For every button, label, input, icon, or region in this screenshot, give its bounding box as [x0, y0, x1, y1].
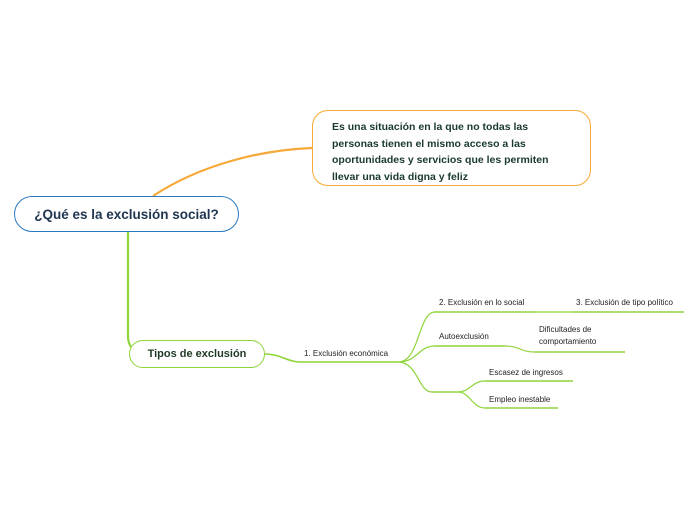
definition-topic[interactable]: [312, 110, 591, 186]
link-economic-self: [398, 346, 435, 362]
subtopic-employment[interactable]: Empleo inestable: [489, 395, 551, 404]
subtopic-behavior[interactable]: Dificultades de comportamiento: [539, 325, 597, 346]
link-hub-income: [458, 381, 485, 392]
subtopic-income[interactable]: Escasez de ingresos: [489, 368, 563, 377]
subtopic-social[interactable]: 2. Exclusión en lo social: [439, 298, 525, 307]
types-topic[interactable]: [129, 340, 265, 368]
link-root-definition: [153, 148, 312, 196]
link-hub-employment: [458, 392, 485, 408]
root-topic[interactable]: [14, 196, 239, 232]
types-topic-label: Tipos de exclusión: [147, 348, 247, 360]
root-topic-label: ¿Qué es la exclusión social?: [34, 206, 219, 222]
link-self-behavior: [505, 346, 535, 352]
link-tipos-economic: [265, 354, 300, 362]
subtopic-economic[interactable]: 1. Exclusión económica: [304, 349, 389, 358]
subtopic-political[interactable]: 3. Exclusión de tipo político: [576, 298, 673, 307]
definition-text: Es una situación en la que no todas las personas tienen el mismo acceso a las oportunidades y servicios que les permiten llevar una vida digna y feliz: [332, 121, 549, 183]
link-economic-hub: [398, 362, 432, 392]
subtopic-self-exclusion[interactable]: Autoexclusión: [439, 332, 489, 341]
link-root-tipos: [128, 232, 134, 350]
